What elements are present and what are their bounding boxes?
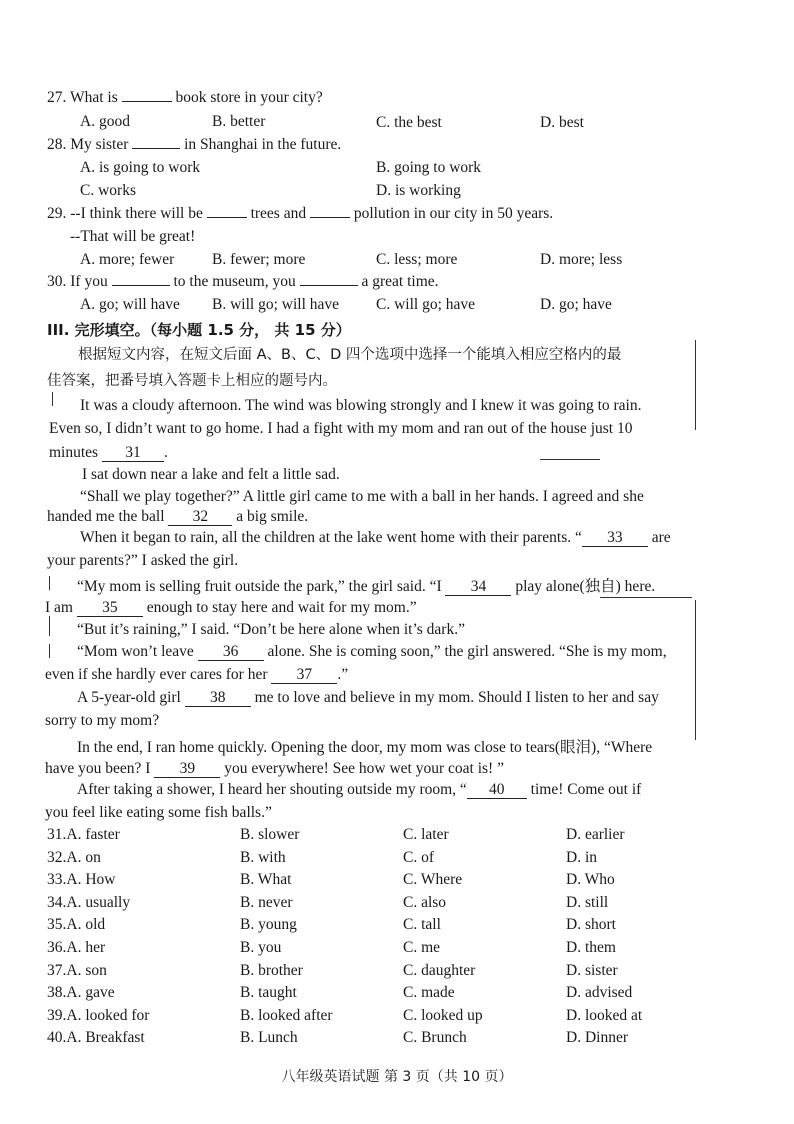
question-stem: --I think there will be xyxy=(70,205,203,222)
option-c: C. also xyxy=(403,893,447,911)
option-c: C. me xyxy=(403,939,441,956)
passage-line: Even so, I didn’t want to go home. I had a fight with my mom and ran out of the house just 10 xyxy=(49,420,633,437)
cloze-blank-36: 36 xyxy=(198,644,264,661)
option-a: A. How xyxy=(66,871,116,889)
cloze-option-row-label xyxy=(47,894,130,912)
question-number: 34. xyxy=(47,893,67,911)
option-c: C. daughter xyxy=(403,961,476,979)
passage-text: handed me the ball xyxy=(47,508,165,525)
answer-blank xyxy=(122,101,172,102)
passage-line: you feel like eating some fish balls.” xyxy=(45,804,272,821)
passage-text: time! Come out if xyxy=(530,781,642,798)
option-b: B. with xyxy=(240,848,286,866)
question-number: 32. xyxy=(47,848,67,866)
passage-line xyxy=(45,666,348,684)
option-b: B. slower xyxy=(240,826,300,843)
option-b: B. fewer; more xyxy=(212,251,306,268)
answer-blank xyxy=(112,285,170,286)
question-stem: in Shanghai in the future. xyxy=(184,136,342,153)
page-footer: 八年级英语试题 第 3 页（共 10 页） xyxy=(281,1069,513,1085)
passage-line xyxy=(47,508,308,526)
option-b: B. What xyxy=(240,871,292,889)
cloze-blank-38: 38 xyxy=(185,690,251,707)
cloze-option-row-label xyxy=(47,826,120,844)
option-a: A. son xyxy=(66,961,107,979)
cloze-blank-35: 35 xyxy=(77,600,143,617)
passage-text: I am xyxy=(45,599,73,616)
answer-blank xyxy=(310,217,350,218)
passage-line xyxy=(45,599,417,617)
answer-blank xyxy=(300,285,358,286)
answer-blank xyxy=(132,148,180,149)
option-a: A. good xyxy=(80,113,130,130)
passage-line xyxy=(77,689,659,707)
passage-text: When it began to rain, all the children at the lake went home with their parents. “ xyxy=(80,529,582,546)
option-b: B. brother xyxy=(240,961,303,979)
option-d: D. them xyxy=(566,939,616,956)
option-b: B. going to work xyxy=(376,159,482,176)
passage-text: alone. She is coming soon,” the girl answered. “She is my mom, xyxy=(267,643,667,660)
option-d: D. go; have xyxy=(540,296,612,313)
question-stem: My sister xyxy=(70,136,129,153)
question-number: 30. xyxy=(47,273,67,290)
option-d: D. earlier xyxy=(566,826,625,843)
option-b: B. will go; will have xyxy=(212,296,340,313)
option-a: A. more; fewer xyxy=(80,251,175,268)
cloze-option-row-label xyxy=(47,1029,145,1047)
answer-blank xyxy=(207,217,247,218)
passage-text: .” xyxy=(337,666,349,683)
question-number: 29. xyxy=(47,205,67,222)
option-d: D. more; less xyxy=(540,251,623,268)
option-b: B. Lunch xyxy=(240,1029,298,1047)
option-c: C. less; more xyxy=(376,251,458,268)
question-number: 33. xyxy=(47,871,67,889)
question-stem: to the museum, you xyxy=(173,273,296,290)
question-stem: What is xyxy=(69,89,118,106)
option-a: A. faster xyxy=(66,826,120,843)
question-number: 38. xyxy=(47,984,67,1002)
passage-line: “Shall we play together?” A little girl came to me with a ball in her hands. I agreed and she xyxy=(80,488,644,505)
question-28 xyxy=(47,136,341,154)
option-d: D. Who xyxy=(566,871,615,889)
option-c: C. Brunch xyxy=(403,1029,467,1047)
question-number: 40. xyxy=(47,1029,67,1047)
option-d: D. sister xyxy=(566,961,618,979)
passage-text: “My mom is selling fruit outside the park,” the girl said. “I xyxy=(77,578,442,595)
question-number: 35. xyxy=(47,916,67,934)
option-a: A. old xyxy=(66,916,106,934)
passage-text: A 5-year-old girl xyxy=(77,689,181,706)
question-number: 27. xyxy=(47,89,67,106)
option-b: B. looked after xyxy=(240,1006,333,1024)
option-d: D. advised xyxy=(566,984,633,1002)
option-a: A. gave xyxy=(66,984,115,1002)
option-a: A. usually xyxy=(66,893,131,911)
cloze-option-row-label xyxy=(47,849,101,867)
option-c: C. works xyxy=(80,182,136,199)
question-stem: a great time. xyxy=(361,273,439,290)
cloze-option-row-label xyxy=(47,984,115,1002)
passage-line xyxy=(45,760,504,778)
cloze-option-row-label xyxy=(47,916,105,934)
question-stem: pollution in our city in 50 years. xyxy=(353,205,554,222)
passage-line: sorry to my mom? xyxy=(45,712,160,729)
option-b: B. better xyxy=(212,113,266,130)
passage-line: your parents?” I asked the girl. xyxy=(47,552,239,569)
cloze-blank-34: 34 xyxy=(445,579,511,596)
cloze-option-row-label xyxy=(47,939,105,957)
passage-text: are xyxy=(651,529,671,546)
option-c: C. of xyxy=(403,848,434,866)
scan-mark xyxy=(52,392,53,406)
option-c: C. Where xyxy=(403,871,463,889)
question-number: 36. xyxy=(47,939,67,956)
option-b: B. young xyxy=(240,916,297,934)
question-stem: trees and xyxy=(250,205,307,222)
scan-mark xyxy=(49,576,50,590)
passage-line xyxy=(77,643,667,661)
question-number: 31. xyxy=(47,826,67,843)
cloze-blank-40: 40 xyxy=(467,782,527,799)
question-30 xyxy=(47,273,439,291)
passage-text: enough to stay here and wait for my mom.” xyxy=(146,599,417,616)
passage-line: “But it’s raining,” I said. “Don’t be here alone when it’s dark.” xyxy=(77,621,465,638)
option-a: A. is going to work xyxy=(80,159,201,176)
question-27 xyxy=(47,89,323,107)
option-b: B. taught xyxy=(240,984,297,1002)
cloze-option-row-label xyxy=(47,1007,149,1025)
option-c: C. later xyxy=(403,826,449,843)
passage-line: minutes 31 . xyxy=(49,444,168,461)
passage-text: play alone(独自) here. xyxy=(515,578,656,595)
passage-line: In the end, I ran home quickly. Opening the door, my mom was close to tears(眼泪), “Where xyxy=(77,739,653,756)
option-c: C. the best xyxy=(376,114,442,131)
option-a: A. Breakfast xyxy=(66,1029,145,1047)
passage-text: minutes xyxy=(49,444,99,461)
option-d: D. in xyxy=(566,848,597,866)
option-a: A. go; will have xyxy=(80,296,180,313)
scan-mark xyxy=(600,597,692,598)
passage-line xyxy=(77,781,641,799)
section-instruction: 佳答案，把番号填入答题卡上相应的题号内。 xyxy=(47,373,337,389)
question-number: 39. xyxy=(47,1006,67,1024)
passage-line xyxy=(80,529,671,547)
option-c: C. will go; have xyxy=(376,296,476,313)
scan-mark xyxy=(695,340,696,430)
cloze-option-row-label xyxy=(47,871,115,889)
option-b: B. never xyxy=(240,893,293,911)
option-c: C. looked up xyxy=(403,1006,483,1024)
scan-mark xyxy=(49,616,50,636)
passage-text: After taking a shower, I heard her shouting outside my room, “ xyxy=(77,781,467,798)
cloze-blank-31: 31 xyxy=(102,445,164,462)
question-number: 37. xyxy=(47,961,67,979)
passage-text: “Mom won’t leave xyxy=(77,643,194,660)
cloze-blank-39: 39 xyxy=(154,761,220,778)
option-c: C. tall xyxy=(403,916,441,934)
option-b: B. you xyxy=(240,939,282,956)
question-stem: book store in your city? xyxy=(175,89,323,106)
section-title: III. 完形填空。（每小题 1.5 分， 共 15 分） xyxy=(47,321,351,339)
question-number: 28. xyxy=(47,136,67,153)
passage-text: me to love and believe in my mom. Should I listen to her and say xyxy=(254,689,659,706)
option-a: A. looked for xyxy=(66,1006,150,1024)
passage-text: you everywhere! See how wet your coat is! ” xyxy=(224,760,504,777)
scan-mark xyxy=(540,459,600,460)
option-d: D. looked at xyxy=(566,1006,643,1024)
question-stem: If you xyxy=(70,273,108,290)
passage-text: have you been? I xyxy=(45,760,151,777)
scan-mark xyxy=(49,644,50,658)
cloze-blank-37: 37 xyxy=(271,667,337,684)
cloze-option-row-label xyxy=(47,962,107,980)
option-d: D. is working xyxy=(376,182,461,199)
cloze-blank-32: 32 xyxy=(168,509,232,526)
option-d: D. Dinner xyxy=(566,1029,628,1047)
passage-text: even if she hardly ever cares for her xyxy=(45,666,268,683)
passage-line xyxy=(77,574,655,596)
cloze-blank-33: 33 xyxy=(582,530,648,547)
option-d: D. best xyxy=(540,114,584,131)
question-29 xyxy=(47,205,553,223)
option-d: D. still xyxy=(566,893,609,911)
scan-mark xyxy=(695,600,696,740)
option-a: A. her xyxy=(66,939,106,956)
passage-text: a big smile. xyxy=(236,508,309,525)
option-d: D. short xyxy=(566,916,616,934)
section-instruction: 根据短文内容，在短文后面 A、B、C、D 四个选项中选择一个能填入相应空格内的最 xyxy=(78,347,622,363)
passage-line: I sat down near a lake and felt a little sad. xyxy=(82,466,340,483)
passage-line: It was a cloudy afternoon. The wind was blowing strongly and I knew it was going to rain. xyxy=(80,397,642,414)
dialogue-reply: --That will be great! xyxy=(70,228,196,245)
option-c: C. made xyxy=(403,984,455,1002)
option-a: A. on xyxy=(66,848,101,866)
